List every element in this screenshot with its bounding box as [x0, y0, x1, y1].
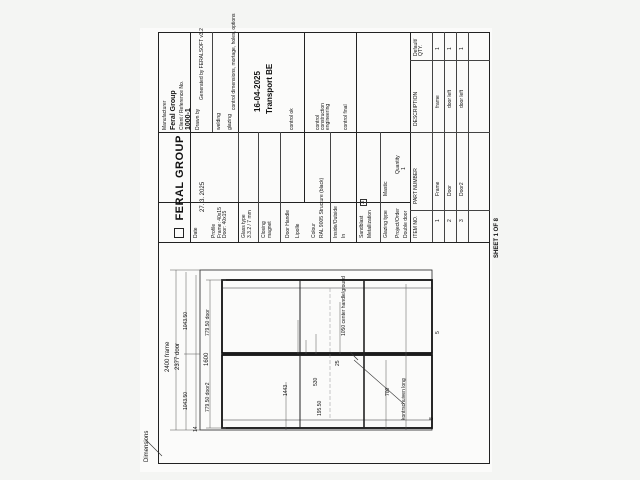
dim-door-left: 779.50 door	[205, 309, 211, 336]
date-value: 27. 3. 2025	[200, 181, 206, 212]
date-label: Date	[193, 227, 199, 238]
tb-col-line	[190, 32, 191, 242]
quantity-label: Quantity	[395, 155, 401, 174]
tb-inner-line	[280, 132, 281, 242]
dim-small-right: 8	[429, 417, 435, 420]
tb-inner-line	[212, 32, 213, 132]
parts-row-2-item: 2	[447, 219, 453, 222]
manufacturer-label: Manufacturer	[162, 100, 168, 130]
dim-half-left: 1043.50	[183, 311, 189, 330]
handle-label: Door Handle	[285, 209, 291, 238]
glass-value: 3.3.2 / 7 mm	[247, 210, 253, 238]
parts-row-2-desc: door left	[447, 89, 453, 108]
glazing-type-value: Mastic	[383, 181, 389, 196]
metallization-label: Metallization	[367, 210, 373, 238]
glazing-note: control dimensions, mortage, holes, options	[231, 13, 237, 110]
drawn-by-label: Drawn by	[195, 108, 201, 130]
tb-col-line	[304, 32, 305, 202]
dim-small: 14	[193, 426, 199, 432]
dim-handle-note: 1050 center handle/ground	[341, 276, 347, 336]
control-final-label: control final	[343, 104, 349, 130]
company-name: Feral Group	[170, 90, 177, 130]
dim-195: 195.50	[317, 400, 323, 416]
profile-value: Frame: 40x15 Door: 40x15	[217, 207, 228, 238]
logo-text: FERAL GROUP	[174, 135, 186, 221]
stamp-date: 16-04-2025	[253, 71, 262, 112]
parts-header-part: PART NUMBER	[413, 168, 419, 204]
closing-label: Closing	[261, 221, 267, 238]
dim-530: 530	[313, 377, 319, 386]
logo-mark-icon	[174, 228, 184, 238]
dim-width-frame: 2400 frame	[165, 341, 171, 372]
tb-inner-line	[238, 132, 239, 202]
dim-door-right: 779.50 door2	[205, 382, 211, 412]
control-ok-label: control ok	[289, 108, 295, 130]
stamp-text: Transport BE	[265, 63, 274, 114]
dim-25: 25	[335, 360, 341, 366]
parts-header-desc: DESCRIPTION	[413, 91, 419, 126]
tb-inner-line	[330, 132, 331, 242]
handle-value: Lipolle	[295, 223, 301, 238]
parts-line	[410, 60, 490, 61]
inout-value: In	[341, 233, 347, 238]
parts-row-3-item: 3	[459, 219, 465, 222]
dim-half-right: 1043.50	[183, 391, 189, 410]
dim-5: 5	[435, 331, 441, 334]
parts-row-1-qty: 1	[435, 47, 441, 50]
closing-value: magnet	[267, 221, 273, 238]
tb-row-line	[158, 132, 410, 133]
sandblast-label: Sandblast	[359, 215, 365, 238]
dim-width-door: 2377 door	[175, 342, 181, 370]
parts-row-2-part: Door	[447, 185, 453, 196]
tb-inner-line	[380, 132, 381, 242]
parts-header-qty: Default/ QTY.	[413, 38, 424, 56]
tb-row-line	[158, 202, 410, 203]
glass-label: Glass type	[241, 214, 247, 238]
client-label: Client / Reference No.	[179, 80, 185, 130]
parts-row-3-qty: 1	[459, 47, 465, 50]
dim-height: 1600	[204, 352, 210, 366]
parts-line	[410, 132, 490, 133]
project-label: Project/Order	[395, 208, 401, 238]
colour-label: Colour	[311, 223, 317, 238]
drawing-label: Dimensions	[144, 430, 150, 462]
double-door-label: Double door	[403, 210, 409, 238]
dim-700: 700	[385, 387, 391, 396]
tb-bottom-line	[158, 242, 490, 243]
sheet-label: SHEET 1 OF 8	[494, 217, 500, 258]
parts-row-2-qty: 1	[447, 47, 453, 50]
parts-row-3-part: Door2	[459, 182, 465, 196]
sandblast-checkbox: X	[360, 200, 366, 204]
control-note: control construction engineering	[315, 103, 331, 130]
parts-line	[410, 210, 490, 211]
glazing-type-label: Glazing type	[383, 210, 389, 238]
colour-value: RAL 9005 Structure (black)	[319, 177, 325, 238]
parts-row-1-desc: frame	[435, 95, 441, 108]
parts-row-3-desc: door left	[459, 89, 465, 108]
tb-inner-line	[258, 132, 259, 242]
parts-row-1-part: Frame	[435, 181, 441, 196]
company-logo	[170, 135, 188, 238]
reference-number: 1000-1	[185, 108, 192, 130]
quantity-value: 1	[401, 167, 407, 170]
dim-1443: 1443	[283, 384, 289, 396]
tb-col-line	[356, 32, 357, 242]
welding-label: welding	[216, 113, 222, 130]
handle-callout-note: kontrschuiven long	[401, 378, 407, 420]
inout-label: Inside/Outside	[333, 206, 339, 238]
generated-by: Generated by FERALSOFT v3.2	[199, 28, 205, 100]
profile-label: Profile	[211, 223, 217, 238]
parts-row-1-item: 1	[435, 219, 441, 222]
parts-header-item: ITEM NO.	[413, 215, 419, 238]
glazing-label: glazing	[227, 114, 233, 130]
